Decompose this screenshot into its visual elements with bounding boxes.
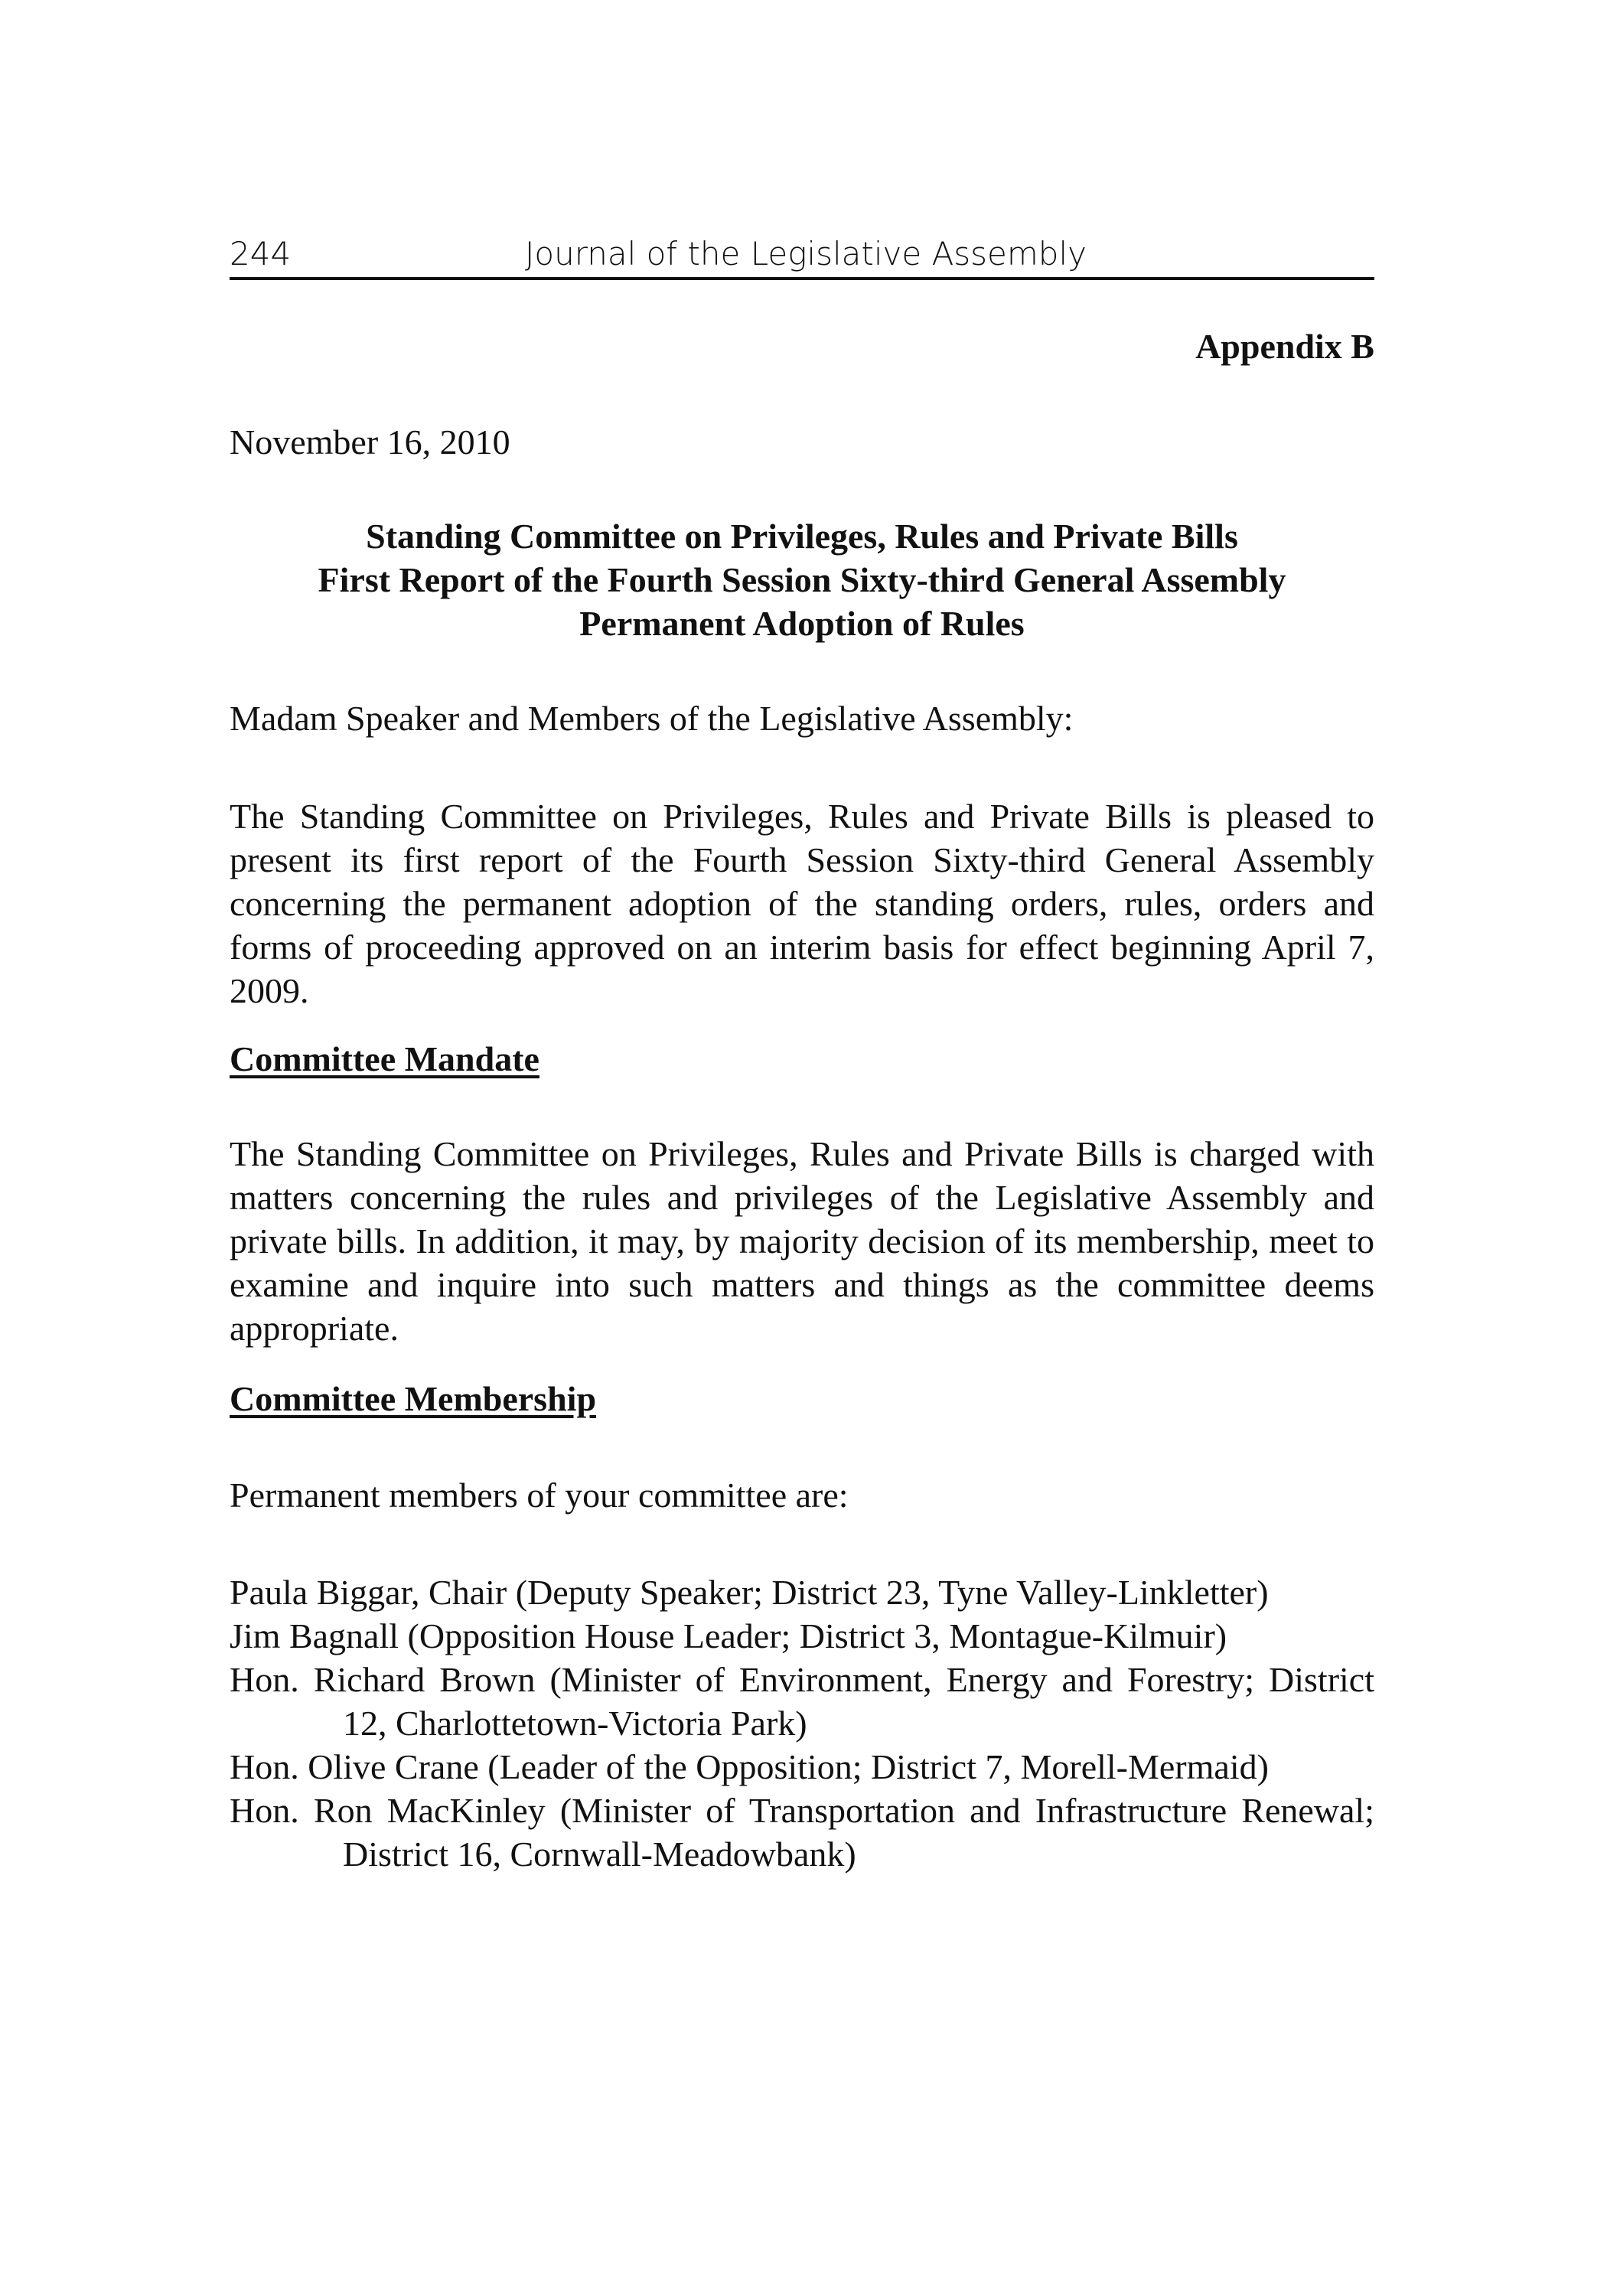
page-number: 244 — [230, 235, 292, 272]
journal-title: Journal of the Legislative Assembly — [525, 235, 1087, 272]
report-title — [230, 514, 1374, 645]
salutation: Madam Speaker and Members of the Legislative Assembly: — [230, 699, 1074, 738]
membership-intro: Permanent members of your committee are: — [230, 1476, 849, 1515]
running-header — [230, 230, 1374, 280]
member-entry: Hon. Richard Brown (Minister of Environment, Energy and Forestry; District 12, Charlottetown-Victoria Park) — [230, 1660, 1374, 1743]
mandate-paragraph: The Standing Committee on Privileges, Rules and Private Bills is charged with matters concerning the rules and privileges of the Legislative Assembly and private bills. In addition, it may, by majority decision of its membership, meet to examine and inquire into such matters and things as the committee deems appropriate. — [230, 1134, 1374, 1348]
member-list — [230, 1570, 1374, 1876]
membership-heading: Committee Membership — [230, 1379, 597, 1418]
report-title-line-2: First Report of the Fourth Session Sixty-third General Assembly — [318, 560, 1286, 599]
appendix-label: Appendix B — [1195, 327, 1374, 366]
report-title-line-3: Permanent Adoption of Rules — [579, 604, 1025, 643]
intro-paragraph: The Standing Committee on Privileges, Rules and Private Bills is pleased to present its first report of the Fourth Session Sixty-third General Assembly concerning the permanent adoption of the standing orders, rules, orders and forms of proceeding approved on an interim basis for effect beginning April 7, 2009. — [230, 797, 1374, 1010]
member-entry: Paula Biggar, Chair (Deputy Speaker; District 23, Tyne Valley-Linkletter) — [230, 1573, 1269, 1612]
report-title-line-1: Standing Committee on Privileges, Rules and Private Bills — [366, 517, 1238, 556]
mandate-heading: Committee Mandate — [230, 1039, 539, 1078]
member-entry: Jim Bagnall (Opposition House Leader; District 3, Montague-Kilmuir) — [230, 1616, 1227, 1655]
report-date: November 16, 2010 — [230, 422, 510, 461]
member-entry: Hon. Olive Crane (Leader of the Opposition; District 7, Morell-Mermaid) — [230, 1747, 1269, 1786]
document-page — [230, 230, 1374, 1874]
member-entry: Hon. Ron MacKinley (Minister of Transportation and Infrastructure Renewal; District 16, Cornwall-Meadowbank) — [230, 1791, 1374, 1874]
